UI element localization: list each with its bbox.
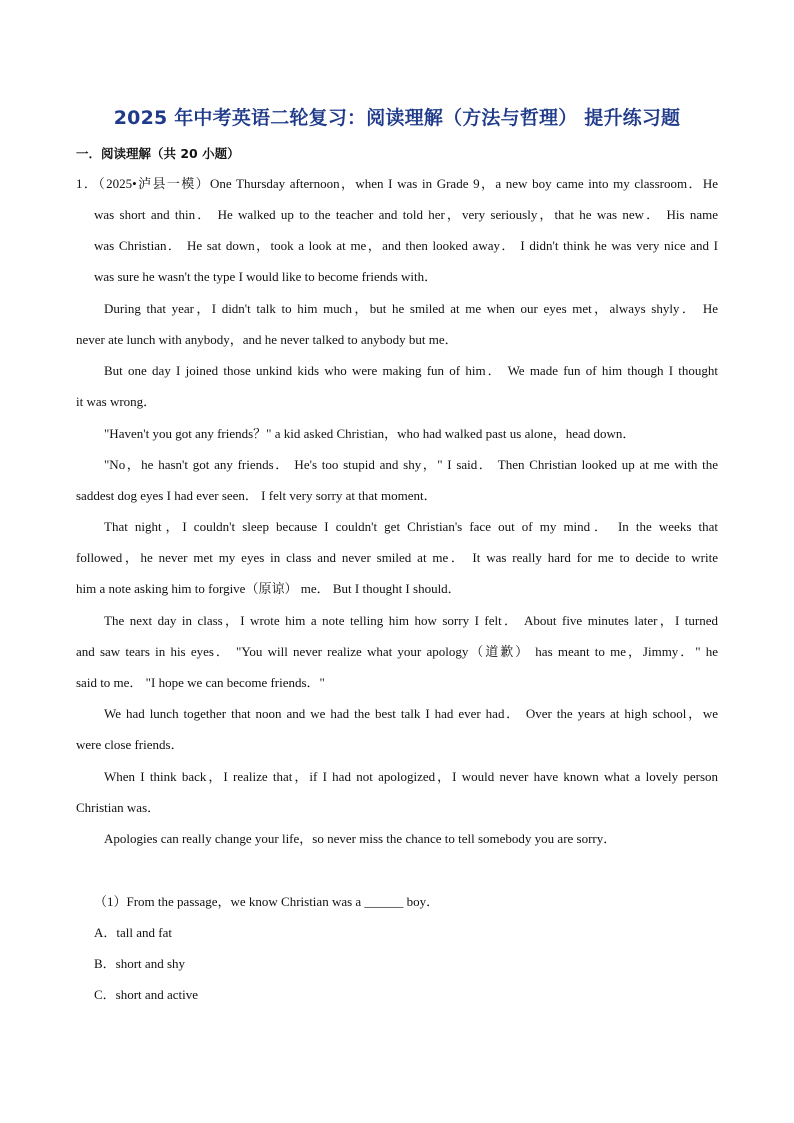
- passage-line: said to me． "I hope we can become friends．": [76, 675, 325, 690]
- passage-line: But one day I joined those unkind kids who were making fun of him． We made fun of him though I thought: [104, 363, 718, 378]
- passage-line: Christian was．: [76, 800, 161, 815]
- passage-line: followed，he never met my eyes in class and never smiled at me． It was really hard for me to decide to write: [76, 550, 718, 565]
- passage-line: and saw tears in his eyes． "You will never realize what your apology（道歉） has meant to me，Jimmy．" he: [76, 644, 718, 659]
- passage-line: was sure he wasn't the type I would like to become friends with．: [94, 269, 438, 284]
- passage-line: were close friends．: [76, 737, 184, 752]
- passage-line: Apologies can really change your life，so never miss the chance to tell somebody you are sorry．: [104, 831, 617, 846]
- passage-line: That night，I couldn't sleep because I couldn't get Christian's face out of my mind． In the weeks that: [104, 519, 718, 534]
- option-b: B．short and shy: [94, 956, 186, 971]
- question-intro-line: 1．（2025•泸县一模）One Thursday afternoon，when I was in Grade 9，a new boy came into my classroom．He: [76, 176, 718, 191]
- option-c: C．short and active: [94, 987, 198, 1002]
- passage-line: We had lunch together that noon and we had the best talk I had ever had． Over the years at high school，we: [104, 706, 718, 721]
- option-a: A．tall and fat: [94, 925, 172, 940]
- passage-line: him a note asking him to forgive（原谅） me． But I thought I should．: [76, 581, 461, 596]
- passage-line: it was wrong．: [76, 394, 157, 409]
- passage-line: never ate lunch with anybody，and he never talked to anybody but me．: [76, 332, 458, 347]
- page-title: 2025 年中考英语二轮复习：阅读理解（方法与哲理） 提升练习题: [113, 107, 681, 129]
- passage-line: When I think back，I realize that，if I had not apologized，I would never have known what a lovely person: [104, 769, 718, 784]
- passage-line: During that year，I didn't talk to him much，but he smiled at me when our eyes met，always shyly． He: [104, 301, 718, 316]
- passage-line: The next day in class，I wrote him a note telling him how sorry I felt． About five minutes later，I turned: [104, 613, 718, 628]
- passage-line: was short and thin． He walked up to the teacher and told her，very seriously，that he was new． His name: [94, 207, 718, 222]
- passage-line: "Haven't you got any friends？" a kid asked Christian，who had walked past us alone，head down．: [104, 426, 636, 441]
- passage-line: was Christian． He sat down，took a look at me，and then looked away． I didn't think he was very nice and I: [94, 238, 718, 253]
- passage-line: saddest dog eyes I had ever seen． I felt very sorry at that moment．: [76, 488, 437, 503]
- sub-question-1: （1）From the passage，we know Christian was a ______ boy．: [94, 894, 440, 909]
- section-heading: 一．阅读理解（共 20 小题）: [76, 146, 240, 161]
- passage-line: "No，he hasn't got any friends． He's too stupid and shy，" I said． Then Christian looked up at me with the: [104, 457, 718, 472]
